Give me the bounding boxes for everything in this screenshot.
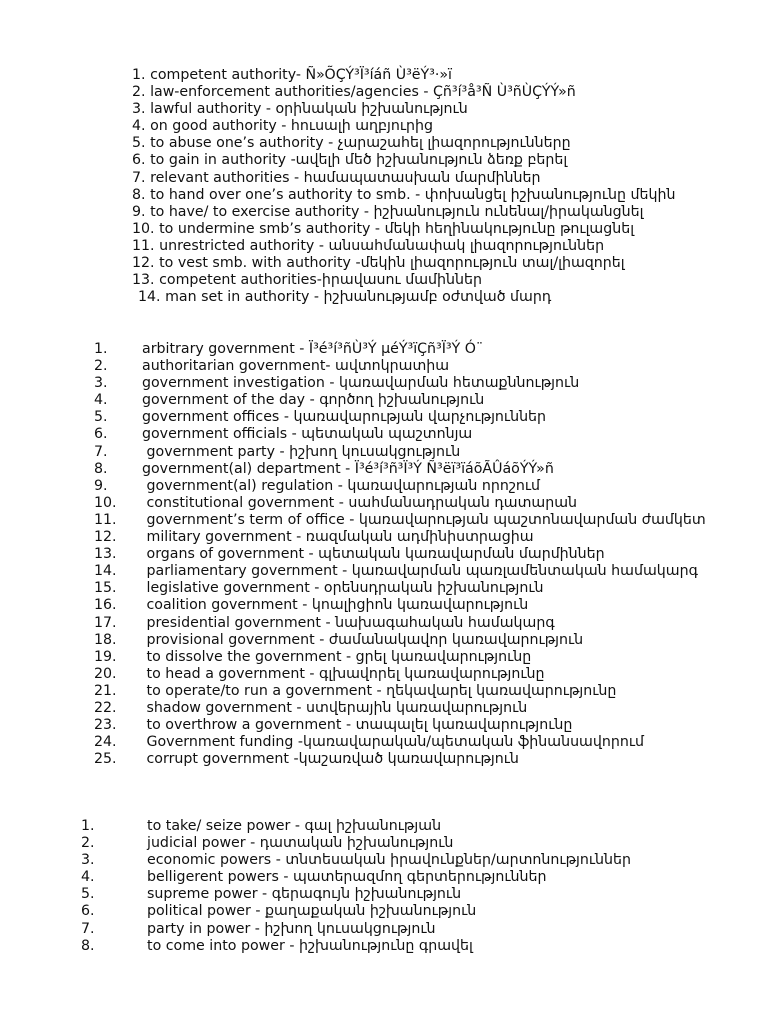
item-text: man set in authority - իշխանությամբ օժտված մարդ [165,289,552,306]
item-number: 13. [132,272,155,289]
item-text: government offices - կառավարության վարչություններ [142,409,547,426]
item-text: corrupt government -կաշառված կառավարություն [142,751,519,768]
list-item [94,751,708,768]
item-number: 5. [94,409,108,426]
list-item [94,460,708,478]
item-number: 24. [94,734,117,751]
list-item [94,529,708,546]
item-number: 10. [94,494,117,511]
item-text: judicial power - դատական իշխանություն [147,835,454,852]
list-item [81,937,704,955]
list-item [94,597,708,614]
list-item [94,682,708,700]
item-text: on good authority - հուսալի աղբյուրից [150,118,434,135]
item-text: government investigation - կառավարման հետաքննություն [142,375,580,392]
item-text: relevant authorities - համապատասխան մարմիններ [150,169,541,186]
item-number: 11. [132,237,155,254]
item-text: shadow government - ստվերային կառավարություն [142,699,528,716]
list-item [132,204,732,221]
item-number: 2. [81,835,95,852]
item-text: constitutional government - սահմանադրական դատարան [142,494,578,511]
list-item [94,426,708,443]
item-number: 19. [94,648,117,665]
item-number: 4. [132,118,146,135]
item-number: 20. [94,665,117,682]
item-number: 4. [81,869,95,886]
item-text: Government funding -կառավարական/պետական ֆինանսավորում [142,734,645,751]
item-text: government officials - պետական պաշտոնյա [142,426,473,443]
power-term-list [81,818,704,955]
item-text: to gain in authority -ավելի մեծ իշխանություն ձեռք բերել [150,152,568,169]
item-number: 21. [94,682,117,699]
item-text: to overthrow a government - տապալել կառավարությունը [142,717,573,734]
list-item [94,511,708,529]
list-item [94,409,708,426]
item-text: to operate/to run a government - ղեկավարել կառավարությունը [142,682,617,699]
item-number: 5. [81,886,95,903]
item-number: 23. [94,717,117,734]
item-text: lawful authority - օրինական իշխանություն [150,101,468,118]
list-item [132,238,732,255]
item-number: 2. [132,84,146,101]
item-number: 14. [138,289,161,306]
item-text: government party - իշխող կուսակցություն [142,443,461,460]
item-number: 25. [94,751,117,768]
item-text: to take/ seize power - գալ իշխանության [147,818,442,834]
item-number: 3. [94,375,108,392]
item-text: to hand over one’s authority to smb. - փոխանցել իշխանությունը մեկին [150,186,676,203]
item-number: 14. [94,563,117,580]
item-number: 9. [94,477,108,494]
item-text: competent authorities-իրավասու մամիններ [159,272,482,289]
list-item [132,187,732,204]
list-item [94,341,708,358]
list-item [132,272,732,289]
item-number: 18. [94,631,117,648]
list-item [94,717,708,734]
item-number: 1. [94,341,108,357]
list-item [94,375,708,392]
list-item [132,118,732,135]
authority-term-list [132,67,732,306]
item-text: law-enforcement authorities/agencies - Çñ³í³å³Ñ Ù³ñÙÇÝÝ»ñ [150,84,576,101]
item-text: to head a government - գլխավորել կառավարությունը [142,665,545,682]
item-number: 22. [94,699,117,716]
list-item [94,614,708,632]
item-text: government(al) department - Ï³é³í³ñ³Ï³Ý Ñ³ëï³ïáõÃÛáõÝÝ»ñ [142,460,554,477]
item-number: 7. [94,443,108,460]
list-item [81,920,704,938]
item-text: economic powers - տնտեսական իրավունքներ/արտոնություններ [147,852,632,869]
list-item [138,289,732,306]
item-text: coalition government - կոալիցիոն կառավարություն [142,597,529,614]
item-number: 7. [81,920,95,937]
list-item [81,886,704,903]
item-number: 2. [94,358,108,375]
item-number: 6. [94,426,108,443]
item-number: 9. [132,203,146,220]
item-number: 1. [132,67,146,83]
list-item [132,152,732,169]
list-item [94,494,708,512]
item-number: 1. [81,818,95,834]
item-text: to undermine smb’s authority - մեկի հեղինակությունը թուլացնել [159,220,635,237]
list-item [94,546,708,563]
item-text: provisional government - ժամանակավոր կառավարություն [142,631,584,648]
list-item [94,358,708,375]
item-number: 12. [94,529,117,546]
list-item [94,580,708,597]
list-item [132,255,732,272]
item-text: military government - ռազմական ադմինիստրացիա [142,529,534,546]
item-number: 3. [132,101,146,118]
list-item [94,734,708,751]
item-number: 16. [94,597,117,614]
item-number: 7. [132,169,146,186]
item-text: to abuse one’s authority - չարաշահել լիազորությունները [150,135,571,152]
item-text: authoritarian government- ավտոկրատիա [142,358,450,375]
list-item [81,869,704,886]
list-item [94,631,708,649]
item-number: 8. [132,186,146,203]
item-text: unrestricted authority - անսահմանափակ լիազորություններ [159,237,605,254]
item-text: organs of government - պետական կառավարման մարմիններ [142,546,605,563]
list-item [81,835,704,852]
list-item [132,135,732,152]
item-number: 11. [94,511,117,528]
item-text: government of the day - գործող իշխանություն [142,392,485,409]
item-text: to vest smb. with authority -մեկին լիազորություն տալ/լիազորել [159,255,625,272]
list-item [132,170,732,187]
item-number: 8. [94,460,108,477]
item-number: 6. [132,152,146,169]
item-text: party in power - իշխող կուսակցություն [147,920,436,937]
item-number: 10. [132,220,155,237]
item-number: 15. [94,580,117,597]
item-number: 12. [132,255,155,272]
item-text: presidential government - նախագահական համակարգ [142,614,555,631]
item-text: to dissolve the government - ցրել կառավարությունը [142,648,532,665]
list-item [81,903,704,920]
item-text: parliamentary government - կառավարման պառլամենտական համակարգ [142,563,698,580]
list-item [132,221,732,238]
list-item [94,665,708,683]
item-text: competent authority- Ñ»ÕÇÝ³Ï³íáñ Ù³ëÝ³·»ï [150,67,453,83]
item-number: 6. [81,903,95,920]
item-number: 17. [94,614,117,631]
item-text: to come into power - իշխանությունը գրավել [147,937,473,954]
item-text: government’s term of office - կառավարության պաշտոնավարման ժամկետ [142,511,706,528]
list-item [81,818,704,835]
list-item [132,67,732,84]
government-term-list [94,341,708,768]
item-number: 4. [94,392,108,409]
list-item [94,648,708,666]
item-text: arbitrary government - Ï³é³í³ñÙ³Ý µéÝ³ïÇñ³Ï³Ý Ó¨ [142,341,484,357]
item-text: supreme power - գերագույն իշխանություն [147,886,462,903]
item-text: to have/ to exercise authority - իշխանություն ունենալ/իրականցնել [150,203,644,220]
item-number: 5. [132,135,146,152]
list-item [94,443,708,461]
item-number: 3. [81,852,95,869]
list-item [94,699,708,717]
item-number: 13. [94,546,117,563]
item-text: government(al) regulation - կառավարության որոշում [142,477,541,494]
list-item [94,477,708,495]
item-text: political power - քաղաքական իշխանություն [147,903,477,920]
item-number: 8. [81,937,95,954]
item-text: legislative government - օրենսդրական իշխանություն [142,580,544,597]
list-item [132,101,732,118]
list-item [81,852,704,869]
item-text: belligerent powers - պատերազմող գերտերություններ [147,869,547,886]
list-item [94,563,708,580]
list-item [94,392,708,409]
list-item [132,84,732,101]
